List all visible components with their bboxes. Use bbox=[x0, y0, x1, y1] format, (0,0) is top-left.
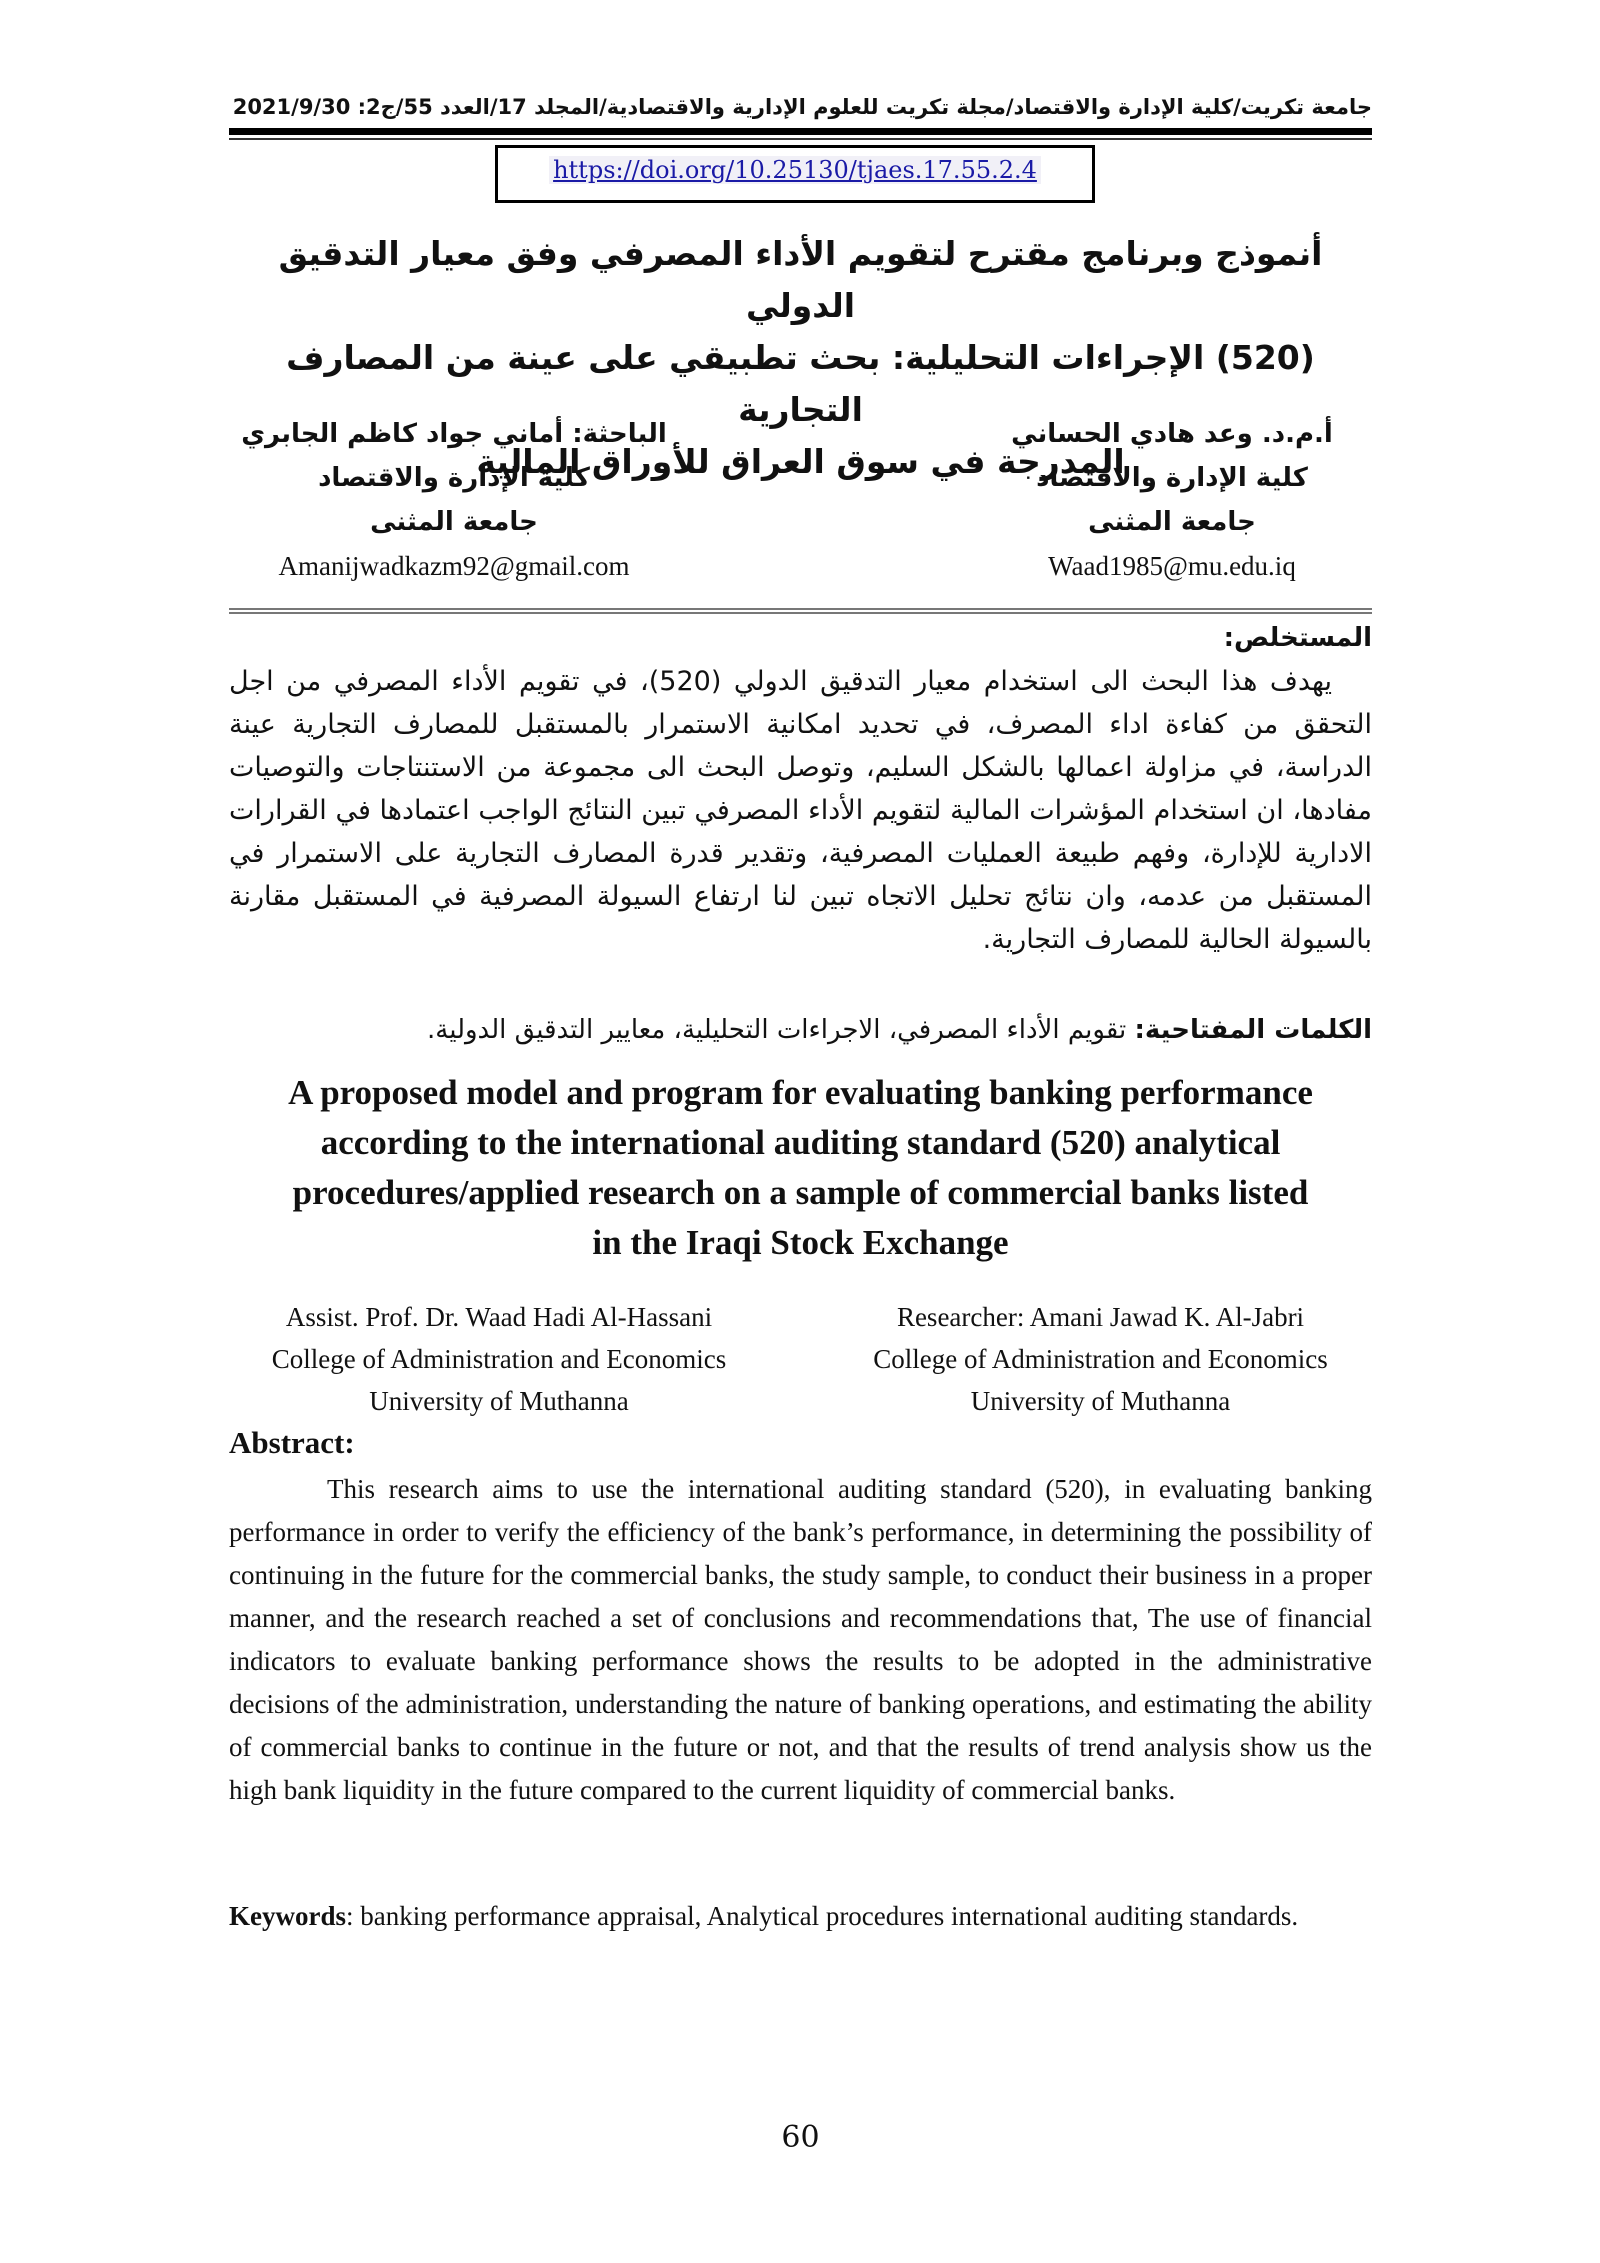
arabic-abstract-body bbox=[229, 660, 1372, 961]
arabic-title-line: أنموذج وبرنامج مقترح لتقويم الأداء المصرفي وفق معيار التدقيق الدولي bbox=[278, 234, 1323, 325]
arabic-author-1 bbox=[1002, 412, 1342, 588]
english-title-line: A proposed model and program for evaluating banking performance bbox=[288, 1073, 1313, 1112]
arabic-keywords-label: الكلمات المفتاحية: bbox=[1134, 1015, 1372, 1045]
arabic-title-line: (520) الإجراءات التحليلية: بحث تطبيقي على عينة من المصارف التجارية bbox=[286, 338, 1315, 429]
header-rule-thick bbox=[229, 128, 1372, 135]
author-name: الباحثة: أماني جواد كاظم الجابري bbox=[241, 419, 667, 449]
english-author-2 bbox=[829, 1296, 1372, 1422]
doi-link[interactable]: https://doi.org/10.25130/tjaes.17.55.2.4 bbox=[549, 156, 1041, 184]
english-title-line: in the Iraqi Stock Exchange bbox=[592, 1223, 1009, 1262]
arabic-title-line: المدرجة في سوق العراق للأوراق المالية bbox=[476, 442, 1125, 481]
arabic-authors bbox=[229, 412, 1372, 607]
author-name: أ.م.د. وعد هادي الحساني bbox=[1011, 419, 1333, 449]
arabic-keywords bbox=[229, 1010, 1372, 1050]
author-university: جامعة المثنى bbox=[370, 507, 538, 537]
author-college: كلية الإدارة والاقتصاد bbox=[1036, 463, 1308, 493]
arabic-keywords-text: تقويم الأداء المصرفي، الاجراءات التحليلية، معايير التدقيق الدولية. bbox=[427, 1015, 1135, 1045]
doi-box bbox=[495, 145, 1095, 203]
author-name: Researcher: Amani Jawad K. Al-Jabri bbox=[896, 1302, 1305, 1332]
english-title bbox=[229, 1068, 1372, 1268]
page-number: 60 bbox=[781, 2120, 820, 2155]
english-keywords bbox=[229, 1895, 1372, 1938]
author-university: University of Muthanna bbox=[970, 1386, 1231, 1416]
author-university: University of Muthanna bbox=[369, 1386, 629, 1416]
english-title-line: procedures/applied research on a sample of commercial banks listed bbox=[292, 1173, 1309, 1212]
arabic-author-2 bbox=[229, 412, 679, 588]
author-college: College of Administration and Economics bbox=[271, 1344, 727, 1374]
section-separator bbox=[229, 608, 1372, 614]
english-keywords-text: : banking performance appraisal, Analytical procedures international auditing standards. bbox=[346, 1901, 1299, 1931]
arabic-abstract-text: يهدف هذا البحث الى استخدام معيار التدقيق الدولي (520)، في تقويم الأداء المصرفي من اجل التحقق من كفاءة اداء المصرف، في تحديد امكانية الاستمرار بالمستقبل للمصارف التجارية عينة الدراسة، في مزاولة اعمالها بالشكل السليم، وتوصل البحث الى مجموعة من الاستنتاجات والتوصيات مفادها، ان استخدام المؤشرات المالية لتقويم الأداء المصرفي تبين النتائج الواجب اعتمادها في القرارات الادارية للإدارة، وفهم طبيعة العمليات المصرفية، وتقدير قدرة المصارف التجارية على الاستمرار في المستقبل من عدمه، وان نتائج تحليل الاتجاه تبين لنا ارتفاع السيولة المصرفية في المستقبل مقارنة بالسيولة الحالية للمصارف التجارية. bbox=[229, 666, 1372, 955]
arabic-abstract-heading: المستخلص: bbox=[1223, 623, 1372, 653]
english-keywords-label: Keywords bbox=[229, 1901, 346, 1931]
english-abstract-body bbox=[229, 1468, 1372, 1812]
english-author-1 bbox=[229, 1296, 769, 1422]
author-email[interactable]: Waad1985@mu.edu.iq bbox=[1048, 551, 1296, 581]
author-email[interactable]: Amanijwadkazm92@gmail.com bbox=[278, 551, 630, 581]
author-name: Assist. Prof. Dr. Waad Hadi Al-Hassani bbox=[285, 1302, 713, 1332]
english-title-line: according to the international auditing standard (520) analytical bbox=[320, 1123, 1281, 1162]
english-abstract-text: This research aims to use the international auditing standard (520), in evaluating banking performance in order to verify the efficiency of the bank’s performance, in determining the possibility of continuing in the future for the commercial banks, the study sample, to conduct their business in a proper manner, and the research reached a set of conclusions and recommendations that, The use of financial indicators to evaluate banking performance shows the results to be adopted in the administrative decisions of the administration, understanding the nature of banking operations, and estimating the ability of commercial banks to continue in the future or not, and that the results of trend analysis show us the high bank liquidity in the future compared to the current liquidity of commercial banks. bbox=[229, 1474, 1372, 1805]
author-college: College of Administration and Economics bbox=[873, 1344, 1328, 1374]
author-university: جامعة المثنى bbox=[1088, 507, 1256, 537]
author-college: كلية الإدارة والاقتصاد bbox=[318, 463, 590, 493]
header-rule-thin bbox=[229, 138, 1372, 140]
english-abstract-heading: Abstract: bbox=[229, 1425, 355, 1460]
running-head: جامعة تكريت/كلية الإدارة والاقتصاد/مجلة تكريت للعلوم الإدارية والاقتصادية/المجلد 17/العدد 55/ج2: 2021/9/30 bbox=[232, 95, 1372, 119]
